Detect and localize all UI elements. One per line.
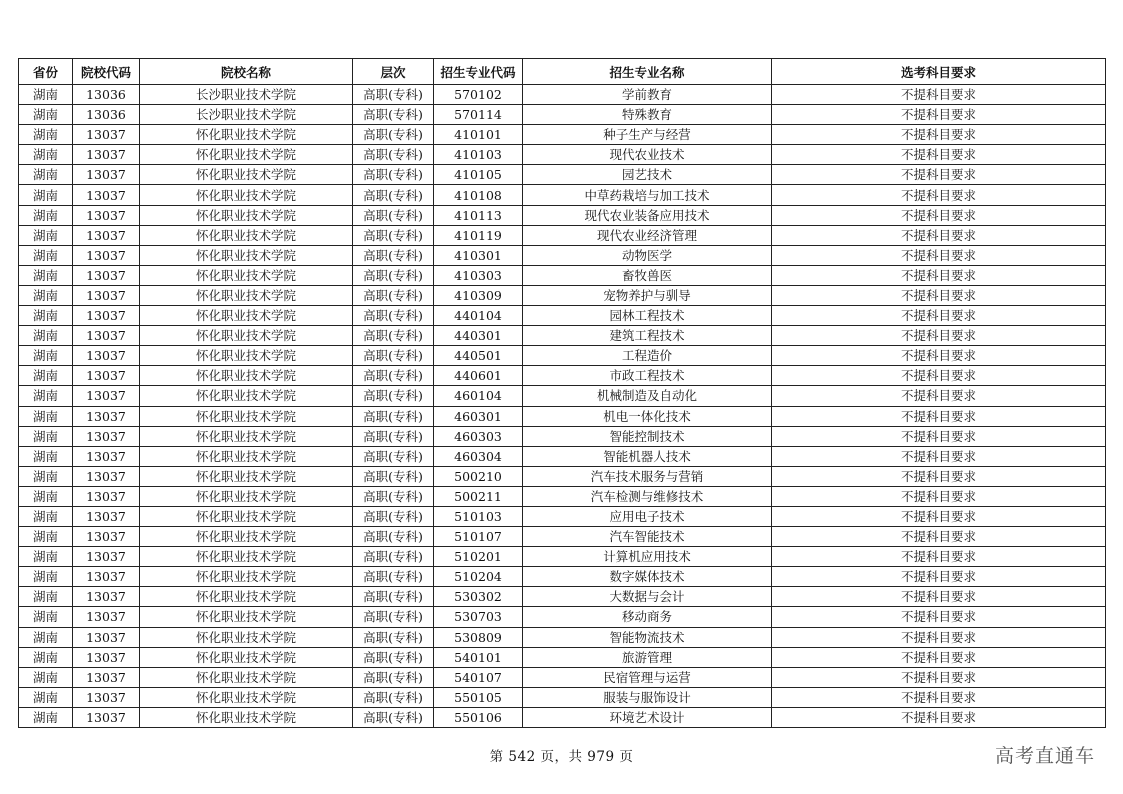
cell-school-name: 怀化职业技术学院 (140, 486, 353, 506)
cell-level: 高职(专科) (353, 165, 434, 185)
cell-subject-requirement: 不提科目要求 (772, 366, 1106, 386)
cell-province: 湖南 (19, 386, 73, 406)
cell-school-name: 怀化职业技术学院 (140, 245, 353, 265)
cell-major-name: 数字媒体技术 (523, 567, 772, 587)
cell-province: 湖南 (19, 85, 73, 105)
cell-subject-requirement: 不提科目要求 (772, 225, 1106, 245)
cell-province: 湖南 (19, 406, 73, 426)
cell-school-name: 怀化职业技术学院 (140, 667, 353, 687)
cell-subject-requirement: 不提科目要求 (772, 306, 1106, 326)
cell-major-code: 510103 (434, 506, 523, 526)
table-row (19, 627, 1106, 647)
cell-school-name: 怀化职业技术学院 (140, 185, 353, 205)
table-row (19, 587, 1106, 607)
cell-major-code: 440601 (434, 366, 523, 386)
table-row (19, 145, 1106, 165)
cell-province: 湖南 (19, 346, 73, 366)
table-body (19, 85, 1106, 728)
cell-major-code: 410103 (434, 145, 523, 165)
table-row (19, 687, 1106, 707)
cell-level: 高职(专科) (353, 426, 434, 446)
cell-school-name: 怀化职业技术学院 (140, 506, 353, 526)
cell-province: 湖南 (19, 185, 73, 205)
table-row (19, 567, 1106, 587)
cell-school-name: 怀化职业技术学院 (140, 466, 353, 486)
cell-school-code: 13036 (73, 85, 140, 105)
cell-school-code: 13037 (73, 667, 140, 687)
cell-school-name: 怀化职业技术学院 (140, 446, 353, 466)
cell-major-code: 410119 (434, 225, 523, 245)
cell-school-code: 13037 (73, 185, 140, 205)
table-row (19, 125, 1106, 145)
table-row (19, 527, 1106, 547)
cell-province: 湖南 (19, 446, 73, 466)
cell-school-name: 怀化职业技术学院 (140, 547, 353, 567)
table-row (19, 185, 1106, 205)
cell-major-name: 种子生产与经营 (523, 125, 772, 145)
cell-major-name: 应用电子技术 (523, 506, 772, 526)
cell-level: 高职(专科) (353, 627, 434, 647)
cell-subject-requirement: 不提科目要求 (772, 265, 1106, 285)
table-row (19, 366, 1106, 386)
cell-level: 高职(专科) (353, 205, 434, 225)
cell-major-name: 畜牧兽医 (523, 265, 772, 285)
table-row (19, 446, 1106, 466)
cell-school-code: 13037 (73, 647, 140, 667)
cell-level: 高职(专科) (353, 527, 434, 547)
table-row (19, 105, 1106, 125)
cell-major-name: 园林工程技术 (523, 306, 772, 326)
cell-school-name: 怀化职业技术学院 (140, 265, 353, 285)
cell-major-name: 智能物流技术 (523, 627, 772, 647)
cell-subject-requirement: 不提科目要求 (772, 607, 1106, 627)
cell-school-code: 13037 (73, 145, 140, 165)
cell-province: 湖南 (19, 687, 73, 707)
cell-level: 高职(专科) (353, 125, 434, 145)
table-row (19, 547, 1106, 567)
cell-province: 湖南 (19, 486, 73, 506)
cell-school-code: 13037 (73, 627, 140, 647)
cell-level: 高职(专科) (353, 105, 434, 125)
cell-major-name: 建筑工程技术 (523, 326, 772, 346)
cell-major-code: 500211 (434, 486, 523, 506)
table-row (19, 306, 1106, 326)
cell-school-code: 13037 (73, 245, 140, 265)
cell-subject-requirement: 不提科目要求 (772, 185, 1106, 205)
table-row (19, 506, 1106, 526)
cell-major-code: 410113 (434, 205, 523, 225)
cell-level: 高职(专科) (353, 145, 434, 165)
header-level: 层次 (353, 59, 434, 85)
table-row (19, 466, 1106, 486)
cell-major-name: 中草药栽培与加工技术 (523, 185, 772, 205)
cell-school-name: 怀化职业技术学院 (140, 326, 353, 346)
cell-province: 湖南 (19, 506, 73, 526)
cell-school-name: 怀化职业技术学院 (140, 205, 353, 225)
header-school-name: 院校名称 (140, 59, 353, 85)
cell-level: 高职(专科) (353, 647, 434, 667)
cell-major-code: 410101 (434, 125, 523, 145)
cell-major-name: 特殊教育 (523, 105, 772, 125)
table-row (19, 346, 1106, 366)
cell-province: 湖南 (19, 285, 73, 305)
cell-level: 高职(专科) (353, 225, 434, 245)
cell-province: 湖南 (19, 145, 73, 165)
cell-subject-requirement: 不提科目要求 (772, 486, 1106, 506)
cell-level: 高职(专科) (353, 406, 434, 426)
cell-subject-requirement: 不提科目要求 (772, 85, 1106, 105)
cell-major-code: 570102 (434, 85, 523, 105)
header-subject-requirement: 选考科目要求 (772, 59, 1106, 85)
cell-level: 高职(专科) (353, 185, 434, 205)
cell-major-name: 宠物养护与驯导 (523, 285, 772, 305)
cell-major-code: 510201 (434, 547, 523, 567)
cell-subject-requirement: 不提科目要求 (772, 145, 1106, 165)
cell-school-name: 怀化职业技术学院 (140, 527, 353, 547)
cell-school-name: 长沙职业技术学院 (140, 105, 353, 125)
cell-subject-requirement: 不提科目要求 (772, 285, 1106, 305)
cell-major-code: 540101 (434, 647, 523, 667)
cell-school-name: 怀化职业技术学院 (140, 306, 353, 326)
cell-subject-requirement: 不提科目要求 (772, 245, 1106, 265)
cell-level: 高职(专科) (353, 506, 434, 526)
cell-school-name: 怀化职业技术学院 (140, 567, 353, 587)
header-major-name: 招生专业名称 (523, 59, 772, 85)
enrollment-table (18, 58, 1106, 728)
cell-school-name: 怀化职业技术学院 (140, 426, 353, 446)
cell-major-code: 440501 (434, 346, 523, 366)
cell-major-code: 510204 (434, 567, 523, 587)
header-province: 省份 (19, 59, 73, 85)
cell-major-code: 530809 (434, 627, 523, 647)
cell-province: 湖南 (19, 265, 73, 285)
cell-level: 高职(专科) (353, 667, 434, 687)
cell-major-name: 旅游管理 (523, 647, 772, 667)
cell-province: 湖南 (19, 125, 73, 145)
cell-subject-requirement: 不提科目要求 (772, 527, 1106, 547)
table-row (19, 406, 1106, 426)
cell-province: 湖南 (19, 245, 73, 265)
cell-level: 高职(专科) (353, 366, 434, 386)
cell-school-code: 13037 (73, 426, 140, 446)
cell-province: 湖南 (19, 366, 73, 386)
cell-level: 高职(专科) (353, 306, 434, 326)
cell-subject-requirement: 不提科目要求 (772, 567, 1106, 587)
cell-school-name: 怀化职业技术学院 (140, 386, 353, 406)
cell-subject-requirement: 不提科目要求 (772, 426, 1106, 446)
cell-level: 高职(专科) (353, 346, 434, 366)
cell-major-code: 440301 (434, 326, 523, 346)
table-row (19, 265, 1106, 285)
cell-school-name: 长沙职业技术学院 (140, 85, 353, 105)
cell-major-code: 410108 (434, 185, 523, 205)
cell-school-name: 怀化职业技术学院 (140, 225, 353, 245)
cell-school-code: 13037 (73, 306, 140, 326)
cell-subject-requirement: 不提科目要求 (772, 165, 1106, 185)
cell-school-name: 怀化职业技术学院 (140, 406, 353, 426)
cell-major-name: 现代农业技术 (523, 145, 772, 165)
cell-major-code: 460304 (434, 446, 523, 466)
cell-subject-requirement: 不提科目要求 (772, 406, 1106, 426)
table-row (19, 205, 1106, 225)
cell-subject-requirement: 不提科目要求 (772, 707, 1106, 727)
cell-major-code: 500210 (434, 466, 523, 486)
cell-province: 湖南 (19, 667, 73, 687)
cell-major-code: 410309 (434, 285, 523, 305)
cell-province: 湖南 (19, 587, 73, 607)
table-row (19, 707, 1106, 727)
cell-subject-requirement: 不提科目要求 (772, 446, 1106, 466)
cell-major-code: 410105 (434, 165, 523, 185)
cell-subject-requirement: 不提科目要求 (772, 627, 1106, 647)
cell-school-code: 13037 (73, 506, 140, 526)
cell-major-code: 410301 (434, 245, 523, 265)
table-row (19, 85, 1106, 105)
cell-province: 湖南 (19, 547, 73, 567)
cell-major-name: 机械制造及自动化 (523, 386, 772, 406)
cell-school-name: 怀化职业技术学院 (140, 165, 353, 185)
cell-province: 湖南 (19, 707, 73, 727)
cell-school-code: 13037 (73, 707, 140, 727)
cell-school-name: 怀化职业技术学院 (140, 687, 353, 707)
cell-major-code: 530703 (434, 607, 523, 627)
cell-school-code: 13037 (73, 225, 140, 245)
cell-province: 湖南 (19, 205, 73, 225)
cell-level: 高职(专科) (353, 265, 434, 285)
cell-major-code: 410303 (434, 265, 523, 285)
table-row (19, 165, 1106, 185)
cell-school-name: 怀化职业技术学院 (140, 707, 353, 727)
cell-school-code: 13037 (73, 567, 140, 587)
table-row (19, 386, 1106, 406)
cell-major-name: 汽车智能技术 (523, 527, 772, 547)
cell-school-code: 13037 (73, 326, 140, 346)
cell-school-name: 怀化职业技术学院 (140, 627, 353, 647)
cell-subject-requirement: 不提科目要求 (772, 466, 1106, 486)
cell-school-code: 13037 (73, 125, 140, 145)
cell-major-name: 环境艺术设计 (523, 707, 772, 727)
cell-level: 高职(专科) (353, 285, 434, 305)
cell-major-name: 现代农业装备应用技术 (523, 205, 772, 225)
cell-major-code: 460301 (434, 406, 523, 426)
cell-level: 高职(专科) (353, 567, 434, 587)
cell-school-code: 13037 (73, 205, 140, 225)
cell-major-name: 工程造价 (523, 346, 772, 366)
cell-school-code: 13037 (73, 165, 140, 185)
cell-major-name: 民宿管理与运营 (523, 667, 772, 687)
cell-major-code: 460104 (434, 386, 523, 406)
table-row (19, 647, 1106, 667)
cell-school-name: 怀化职业技术学院 (140, 145, 353, 165)
header-major-code: 招生专业代码 (434, 59, 523, 85)
cell-school-name: 怀化职业技术学院 (140, 587, 353, 607)
cell-level: 高职(专科) (353, 326, 434, 346)
cell-major-name: 机电一体化技术 (523, 406, 772, 426)
cell-school-code: 13037 (73, 346, 140, 366)
cell-level: 高职(专科) (353, 486, 434, 506)
cell-subject-requirement: 不提科目要求 (772, 647, 1106, 667)
cell-level: 高职(专科) (353, 466, 434, 486)
cell-level: 高职(专科) (353, 607, 434, 627)
cell-school-code: 13037 (73, 366, 140, 386)
cell-major-code: 570114 (434, 105, 523, 125)
cell-province: 湖南 (19, 527, 73, 547)
cell-subject-requirement: 不提科目要求 (772, 205, 1106, 225)
cell-major-name: 智能控制技术 (523, 426, 772, 446)
cell-province: 湖南 (19, 607, 73, 627)
cell-school-code: 13037 (73, 265, 140, 285)
cell-level: 高职(专科) (353, 446, 434, 466)
cell-school-code: 13037 (73, 486, 140, 506)
cell-school-name: 怀化职业技术学院 (140, 366, 353, 386)
cell-province: 湖南 (19, 426, 73, 446)
cell-subject-requirement: 不提科目要求 (772, 125, 1106, 145)
table-row (19, 326, 1106, 346)
cell-major-code: 550106 (434, 707, 523, 727)
cell-province: 湖南 (19, 306, 73, 326)
cell-province: 湖南 (19, 165, 73, 185)
cell-major-name: 服装与服饰设计 (523, 687, 772, 707)
cell-level: 高职(专科) (353, 386, 434, 406)
cell-subject-requirement: 不提科目要求 (772, 667, 1106, 687)
cell-school-name: 怀化职业技术学院 (140, 125, 353, 145)
cell-level: 高职(专科) (353, 245, 434, 265)
cell-major-name: 移动商务 (523, 607, 772, 627)
cell-major-name: 智能机器人技术 (523, 446, 772, 466)
cell-major-name: 动物医学 (523, 245, 772, 265)
cell-subject-requirement: 不提科目要求 (772, 326, 1106, 346)
cell-level: 高职(专科) (353, 687, 434, 707)
cell-school-code: 13037 (73, 285, 140, 305)
table-row (19, 245, 1106, 265)
cell-school-code: 13037 (73, 386, 140, 406)
cell-subject-requirement: 不提科目要求 (772, 687, 1106, 707)
cell-subject-requirement: 不提科目要求 (772, 506, 1106, 526)
cell-major-name: 计算机应用技术 (523, 547, 772, 567)
cell-level: 高职(专科) (353, 707, 434, 727)
cell-major-name: 汽车检测与维修技术 (523, 486, 772, 506)
table-header-row (19, 59, 1106, 85)
cell-province: 湖南 (19, 105, 73, 125)
cell-school-name: 怀化职业技术学院 (140, 607, 353, 627)
header-school-code: 院校代码 (73, 59, 140, 85)
cell-major-name: 学前教育 (523, 85, 772, 105)
cell-school-name: 怀化职业技术学院 (140, 346, 353, 366)
cell-school-code: 13037 (73, 406, 140, 426)
cell-province: 湖南 (19, 647, 73, 667)
cell-province: 湖南 (19, 326, 73, 346)
watermark: 高考直通车 (994, 745, 1095, 767)
cell-major-name: 市政工程技术 (523, 366, 772, 386)
cell-major-code: 530302 (434, 587, 523, 607)
table-row (19, 486, 1106, 506)
cell-subject-requirement: 不提科目要求 (772, 587, 1106, 607)
cell-major-name: 汽车技术服务与营销 (523, 466, 772, 486)
cell-subject-requirement: 不提科目要求 (772, 346, 1106, 366)
table-row (19, 607, 1106, 627)
cell-school-code: 13037 (73, 446, 140, 466)
cell-school-name: 怀化职业技术学院 (140, 285, 353, 305)
cell-subject-requirement: 不提科目要求 (772, 105, 1106, 125)
cell-school-code: 13037 (73, 527, 140, 547)
cell-province: 湖南 (19, 466, 73, 486)
cell-major-name: 园艺技术 (523, 165, 772, 185)
table-row (19, 426, 1106, 446)
cell-school-code: 13037 (73, 687, 140, 707)
cell-major-name: 现代农业经济管理 (523, 225, 772, 245)
cell-subject-requirement: 不提科目要求 (772, 386, 1106, 406)
page-number: 第 542 页，共 979 页 (489, 749, 634, 765)
cell-school-name: 怀化职业技术学院 (140, 647, 353, 667)
cell-province: 湖南 (19, 627, 73, 647)
cell-province: 湖南 (19, 567, 73, 587)
table-row (19, 285, 1106, 305)
cell-province: 湖南 (19, 225, 73, 245)
cell-major-name: 大数据与会计 (523, 587, 772, 607)
cell-level: 高职(专科) (353, 85, 434, 105)
cell-major-code: 540107 (434, 667, 523, 687)
cell-school-code: 13036 (73, 105, 140, 125)
cell-school-code: 13037 (73, 607, 140, 627)
cell-major-code: 460303 (434, 426, 523, 446)
table-row (19, 667, 1106, 687)
cell-major-code: 550105 (434, 687, 523, 707)
cell-level: 高职(专科) (353, 587, 434, 607)
cell-major-code: 510107 (434, 527, 523, 547)
cell-school-code: 13037 (73, 547, 140, 567)
cell-major-code: 440104 (434, 306, 523, 326)
cell-school-code: 13037 (73, 466, 140, 486)
cell-subject-requirement: 不提科目要求 (772, 547, 1106, 567)
cell-level: 高职(专科) (353, 547, 434, 567)
table-row (19, 225, 1106, 245)
cell-school-code: 13037 (73, 587, 140, 607)
